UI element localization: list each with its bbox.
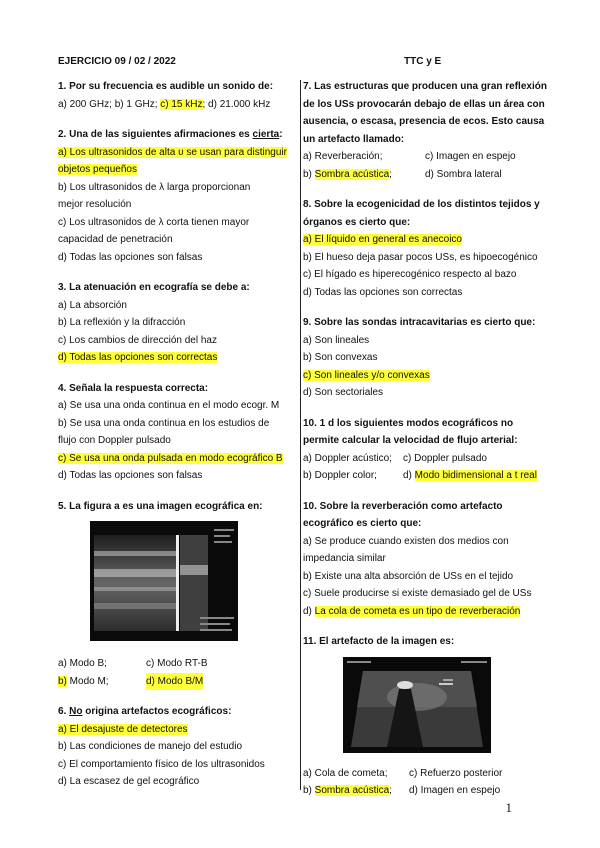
option-c: c) Suele producirse si existe demasiado gel de USs xyxy=(303,588,532,599)
question-title-2: de los USs provocarán debajo de ellas un área con xyxy=(303,98,545,110)
option-b: b) Son convexas xyxy=(303,352,378,363)
option-c: c) Modo RT-B xyxy=(146,658,208,669)
option-d: d) La escasez de gel ecográfico xyxy=(58,776,200,787)
question-title-2: ecográfico es cierto que: xyxy=(303,518,422,529)
option-b: b) Los ultrasonidos de λ larga proporcionan xyxy=(58,181,251,193)
question-2 xyxy=(58,126,298,266)
question-title-2: órganos es cierto que: xyxy=(303,216,411,228)
question-title-1: 10. Sobre la reverberación como artefacto xyxy=(303,500,503,512)
option-letter: b) xyxy=(303,785,315,796)
question-title-1: 7. Las estructuras que producen una gran reflexión xyxy=(303,81,547,92)
question-title xyxy=(58,703,298,721)
question-7 xyxy=(303,78,547,183)
question-9 xyxy=(303,314,547,402)
right-column xyxy=(303,78,547,800)
option-punct: ; xyxy=(389,785,392,796)
question-title-4: un artefacto llamado: xyxy=(303,133,405,145)
option-a: a) La absorción xyxy=(58,299,127,311)
option-b: b) Las condiciones de manejo del estudio xyxy=(58,741,243,752)
option-c-cont: capacidad de penetración xyxy=(58,234,173,245)
highlighted-answer: d) Todas las opciones son correctas xyxy=(58,352,218,363)
question-title: 11. El artefacto de la imagen es: xyxy=(303,636,455,647)
option-d: d) Son sectoriales xyxy=(303,387,384,398)
question-10a xyxy=(303,415,547,485)
option-b xyxy=(303,166,425,184)
option-text: ; d) 21.000 kHz xyxy=(202,98,271,110)
ultrasound-shadow-graphic xyxy=(343,657,491,753)
option-b xyxy=(303,782,409,800)
question-11 xyxy=(303,633,547,800)
question-number: 6. xyxy=(58,706,70,717)
highlighted-answer: a) El líquido en general es anecoico xyxy=(303,234,462,245)
option-a: a) Se usa una onda continua en el modo ecogr. M xyxy=(58,400,280,411)
question-8 xyxy=(303,196,547,301)
option-b: b) Doppler color; xyxy=(303,470,377,481)
question-1 xyxy=(58,78,298,113)
highlighted-answer: Sombra acústica xyxy=(314,785,390,796)
highlighted-letter: b) xyxy=(58,675,67,687)
option-c: c) Refuerzo posterior xyxy=(409,767,503,779)
question-title: 1. Por su frecuencia es audible un sonido de: xyxy=(58,81,274,92)
page-number: 1 xyxy=(505,800,512,815)
question-title: 4. Señala la respuesta correcta: xyxy=(58,382,209,394)
option-c: c) Imagen en espejo xyxy=(425,151,516,162)
title-text: 2. Una de las siguientes afirmaciones es xyxy=(58,129,253,140)
option-a-cont: impedancia similar xyxy=(303,553,386,564)
question-6 xyxy=(58,703,298,791)
options-row-2 xyxy=(303,782,547,800)
ultrasound-image-bm xyxy=(90,521,238,641)
options-row-1 xyxy=(58,655,298,673)
option-a: a) Modo B; xyxy=(58,658,107,669)
option-b: b) Se usa una onda continua en los estudios de xyxy=(58,417,270,429)
ultrasound-bm-graphic xyxy=(90,521,238,641)
question-10b xyxy=(303,498,547,621)
options-row-1 xyxy=(303,765,547,783)
highlighted-answer: Modo bidimensional a t real xyxy=(414,470,537,481)
exam-title: EJERCICIO 09 / 02 / 2022 xyxy=(58,56,176,67)
question-title-1: 8. Sobre la ecogenicidad de los distintos tejidos y xyxy=(303,199,540,210)
title-text: : xyxy=(279,129,283,140)
option-b-cont: flujo con Doppler pulsado xyxy=(58,435,171,446)
option-d: d) Todas las opciones son falsas xyxy=(58,470,203,481)
option-d: d) Sombra lateral xyxy=(425,168,502,180)
option-c: c) Los ultrasonidos de λ corta tienen mayor xyxy=(58,216,250,228)
question-title-3: ausencia, o escasa, presencia de ecos. Esto causa xyxy=(303,116,545,127)
highlighted-answer: a) El desajuste de detectores xyxy=(58,723,188,735)
option-b: b) El hueso deja pasar pocos USs, es hipoecogénico xyxy=(303,251,538,263)
highlighted-answer: c) 15 kHz xyxy=(160,98,203,110)
question-title-1: 10. 1 d los siguientes modos ecográficos no xyxy=(303,417,514,429)
option-letter: d) xyxy=(303,605,315,617)
title-underlined: cierta xyxy=(252,129,280,140)
column-divider xyxy=(300,80,301,790)
question-title: 9. Sobre las sondas intracavitarias es cierto que: xyxy=(303,317,536,328)
option-text: Modo M; xyxy=(66,675,109,687)
highlighted-answer: c) Son lineales y/o convexas xyxy=(303,369,430,381)
question-5 xyxy=(58,498,298,691)
question-title: 3. La atenuación en ecografía se debe a: xyxy=(58,282,250,293)
options-row-2 xyxy=(303,467,547,485)
option-d: d) Todas las opciones son correctas xyxy=(303,286,463,298)
option-b xyxy=(58,673,146,691)
option-a: a) Doppler acústico; xyxy=(303,452,392,464)
option-a: a) Son lineales xyxy=(303,334,370,346)
options-row-1 xyxy=(303,450,547,468)
option-a: a) Reverberación; xyxy=(303,151,383,162)
question-4 xyxy=(58,380,298,485)
option-d xyxy=(303,603,547,621)
options-row-1 xyxy=(303,148,547,166)
option-letter: d) xyxy=(403,470,415,481)
option-text: a) 200 GHz; b) 1 GHz; xyxy=(58,98,161,110)
option-a: a) Se produce cuando existen dos medios con xyxy=(303,535,509,547)
option-letter: b) xyxy=(303,168,315,180)
highlighted-answer: La cola de cometa es un tipo de reverberación xyxy=(314,605,521,617)
question-title-2: permite calcular la velocidad de flujo arterial: xyxy=(303,435,518,446)
ultrasound-image-shadow xyxy=(343,657,491,753)
option-d: d) Imagen en espejo xyxy=(409,785,501,796)
highlighted-answer: d) Modo B/M xyxy=(146,673,203,691)
option-d: d) Todas las opciones son falsas xyxy=(58,251,203,263)
title-underlined: No xyxy=(69,706,83,717)
option-c: c) El comportamiento físico de los ultrasonidos xyxy=(58,758,265,770)
highlighted-answer: a) Los ultrasonidos de alta υ se usan para distinguir xyxy=(58,146,287,158)
answer-options xyxy=(58,96,298,114)
option-a: a) Cola de cometa; xyxy=(303,767,388,779)
option-c: c) Doppler pulsado xyxy=(403,452,487,464)
option-d xyxy=(403,467,537,485)
highlighted-answer: Sombra acústica xyxy=(314,168,390,180)
options-row-2 xyxy=(58,673,298,691)
option-b: b) Existe una alta absorción de USs en el tejido xyxy=(303,570,514,582)
question-title: 5. La figura a es una imagen ecográfica en: xyxy=(58,500,263,512)
highlighted-answer: c) Se usa una onda pulsada en modo ecográfico B xyxy=(58,452,283,464)
left-column xyxy=(58,78,298,791)
option-c: c) El hígado es hiperecogénico respecto al bazo xyxy=(303,269,517,280)
option-b: b) La reflexión y la difracción xyxy=(58,317,186,328)
option-b-cont: mejor resolución xyxy=(58,199,132,210)
question-3 xyxy=(58,279,298,367)
highlighted-answer: objetos pequeños xyxy=(58,164,137,175)
exam-subject: TTC y E xyxy=(404,56,442,67)
options-row-2 xyxy=(303,166,547,184)
title-text: origina artefactos ecográficos: xyxy=(82,706,232,717)
option-c: c) Los cambios de dirección del haz xyxy=(58,334,217,346)
question-title xyxy=(58,126,298,144)
option-punct: ; xyxy=(389,168,392,180)
